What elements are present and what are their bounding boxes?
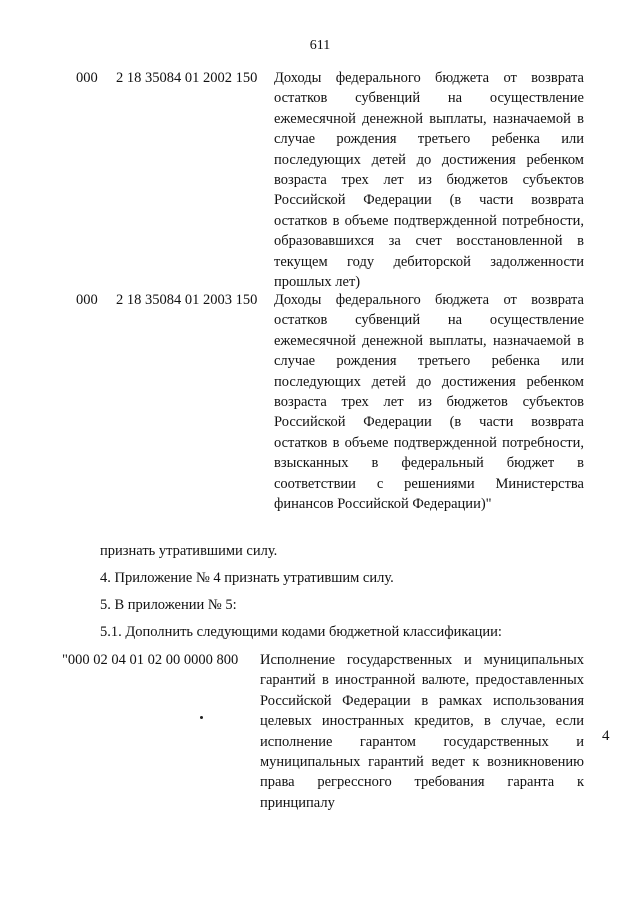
- paragraph-item-5-1: 5.1. Дополнить следующими кодами бюджетной классификации:: [100, 624, 502, 640]
- margin-note: 4: [602, 728, 610, 744]
- admin-code: 000: [76, 292, 98, 308]
- entry-description: Доходы федерального бюджета от возврата остатков субвенций на осуществление ежемесячной денежной выплаты, назначаемой в случае рождения третьего ребенка или последующих детей до достижения ребенком возраста трех лет из бюджетов субъектов Российской Федерации (в части возврата остатков в объеме подтвержденной потребности, образовавшихся за счет восстановленной в текущем году дебиторской задолженности прошлых лет): [274, 70, 584, 291]
- classification-description: Исполнение государственных и муниципальных гарантий в иностранной валюте, предоставленных Российской Федерации в рамках использования целевых иностранных кредитов, в случае, если исполнение гарантом государственных и муниципальных гарантий ведет к возникновению права регрессного требования гаранта к принципалу: [260, 652, 584, 811]
- kbk-code: 2 18 35084 01 2003 150: [116, 292, 258, 308]
- admin-code: 000: [76, 70, 98, 86]
- paragraph-item-5: 5. В приложении № 5:: [100, 597, 237, 613]
- page-number: 611: [309, 38, 331, 53]
- scan-speck: [200, 716, 203, 719]
- kbk-code: 2 18 35084 01 2002 150: [116, 70, 258, 86]
- paragraph-repeal: признать утратившими силу.: [100, 543, 278, 559]
- classification-code: "000 02 04 01 02 00 0000 800: [62, 652, 239, 668]
- entry-description: Доходы федерального бюджета от возврата остатков субвенций на осуществление ежемесячной денежной выплаты, назначаемой в случае рождения третьего ребенка или последующих детей до достижения ребенком возраста трех лет из бюджетов субъектов Российской Федерации (в части возврата остатков в объеме подтвержденной потребности, взысканных в федеральный бюджет в соответствии с решениями Министерства финансов Российской Федерации)": [274, 292, 584, 513]
- paragraph-item-4: 4. Приложение № 4 признать утратившим силу.: [100, 570, 394, 586]
